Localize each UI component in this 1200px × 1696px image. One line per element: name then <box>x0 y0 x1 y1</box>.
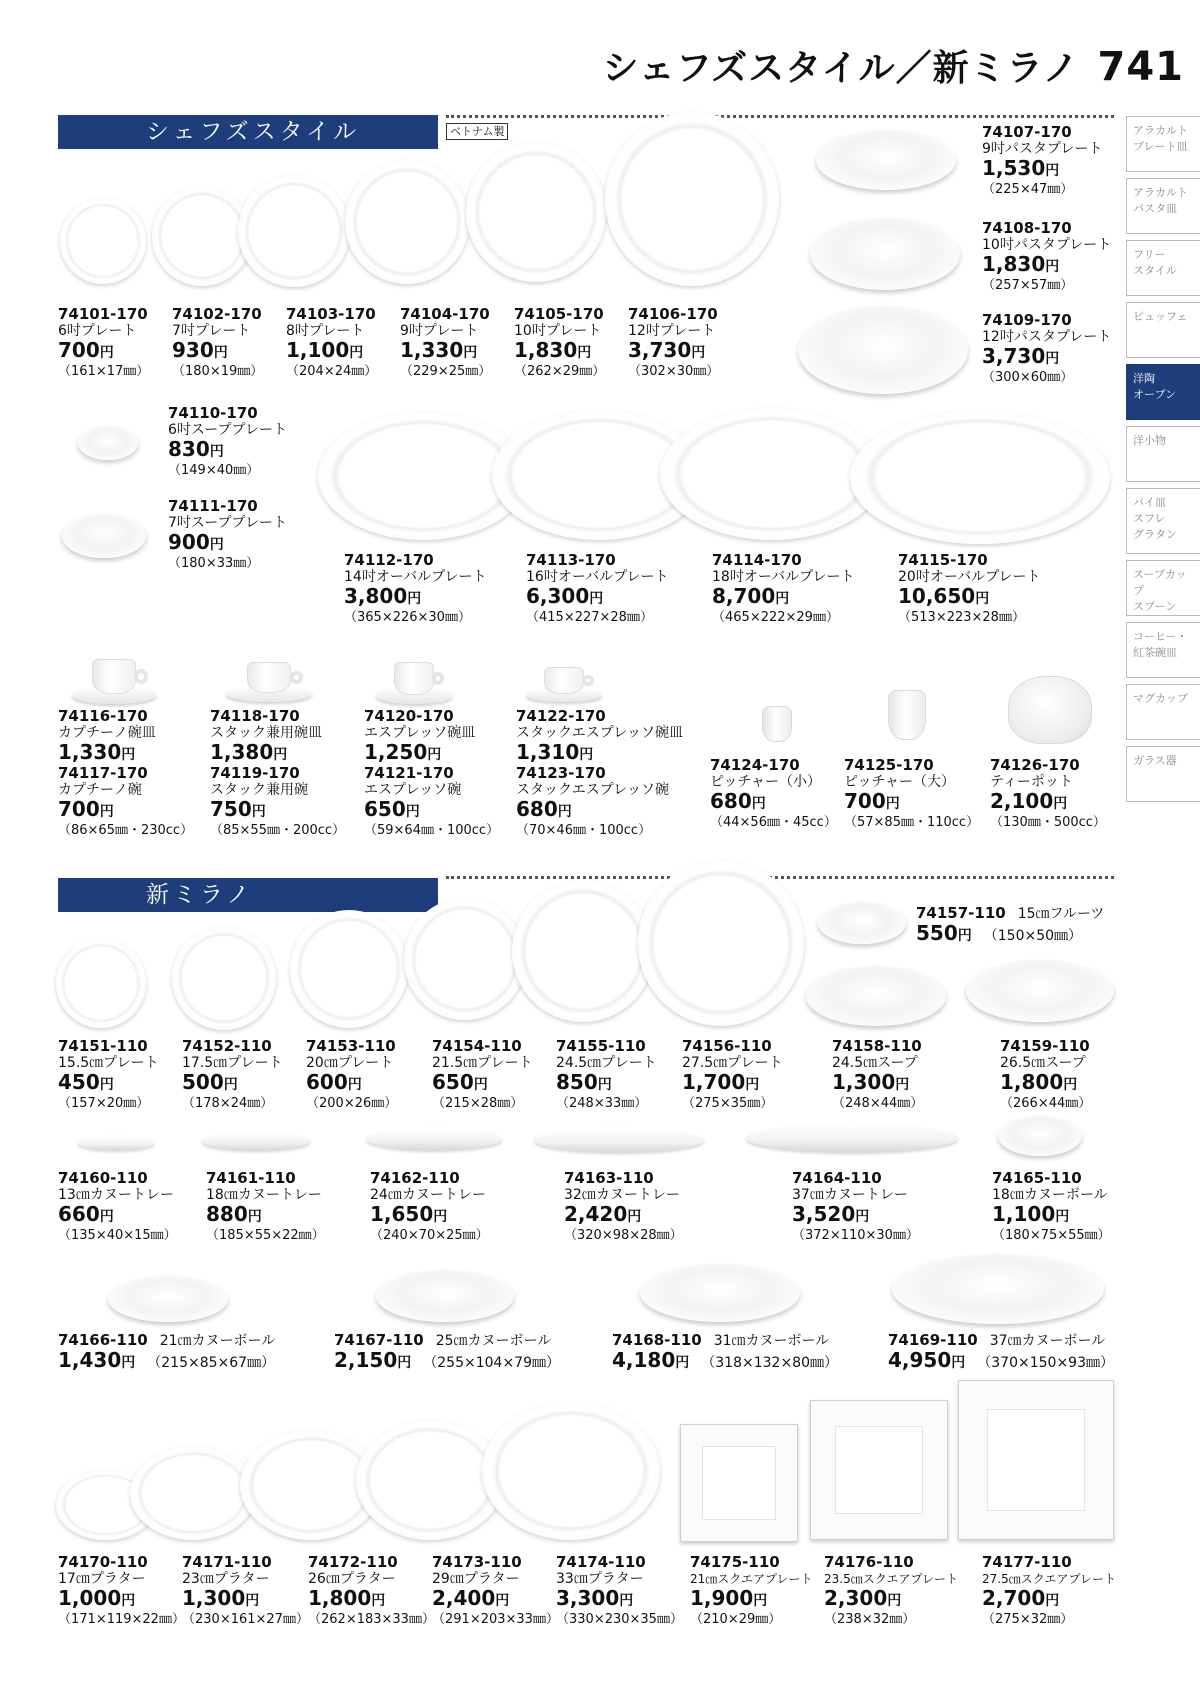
plate-image-74102 <box>152 186 252 286</box>
nav-tab-buffet[interactable]: ビュッフェ <box>1126 302 1200 358</box>
catalog-title: シェフズスタイル／新ミラノ <box>602 48 1080 89</box>
nav-tab-western-small[interactable]: 洋小物 <box>1126 426 1200 482</box>
product-74110: 74110-170 6吋スーププレート 830円 （149×40㎜） <box>168 404 287 478</box>
bowl-image-74166 <box>108 1276 228 1322</box>
bowl-image-74158 <box>806 966 946 1026</box>
bowl-image-74168 <box>640 1264 800 1322</box>
product-74172: 74172-110 26㎝プラター 1,800円 （262×183×33㎜） <box>308 1553 435 1627</box>
product-74168: 74168-110 31㎝カヌーボール 4,180円 （318×132×80㎜） <box>612 1331 838 1372</box>
nav-tab-free-style[interactable]: フリー スタイル <box>1126 240 1200 296</box>
product-74174: 74174-110 33㎝プラター 3,300円 （330×230×35㎜） <box>556 1553 683 1627</box>
plate-image-74156 <box>638 860 804 1026</box>
platter-image-74174 <box>482 1402 660 1540</box>
product-74159: 74159-110 26.5㎝スープ 1,800円 （266×44㎜） <box>1000 1037 1092 1111</box>
plate-image-74154 <box>404 898 526 1020</box>
product-74115: 74115-170 20吋オーバルプレート 10,650円 （513×223×28㎜） <box>898 551 1041 625</box>
platter-image-74171 <box>130 1446 256 1540</box>
pitcher-large-image <box>888 690 926 740</box>
product-74176: 74176-110 23.5㎝スクエアプレート 2,300円 （238×32㎜） <box>824 1553 958 1627</box>
product-74106: 74106-170 12吋プレート 3,730円 （302×30㎜） <box>628 305 720 379</box>
product-74102: 74102-170 7吋プレート 930円 （180×19㎜） <box>172 305 264 379</box>
nav-tab-glass[interactable]: ガラス器 <box>1126 746 1200 802</box>
product-74114: 74114-170 18吋オーバルプレート 8,700円 （465×222×29㎜） <box>712 551 855 625</box>
nav-tab-alacarte-pasta[interactable]: アラカルト パスタ皿 <box>1126 178 1200 234</box>
bowl-image-74110 <box>78 426 138 460</box>
plate-image-74101 <box>60 198 146 284</box>
bowl-image-74107 <box>816 130 956 190</box>
page-title <box>602 40 1184 91</box>
bowl-image-74111 <box>62 514 146 558</box>
plate-image-74105 <box>466 142 606 282</box>
product-74103: 74103-170 8吋プレート 1,100円 （204×24㎜） <box>286 305 378 379</box>
product-74126: 74126-170 ティーポット 2,100円 （130㎜・500cc） <box>990 756 1106 830</box>
product-74120-74121: 74120-170 エスプレッソ碗皿 1,250円 74121-170 エスプレッソ碗 650円 （59×64㎜・100cc） <box>364 707 500 838</box>
product-74169: 74169-110 37㎝カヌーボール 4,950円 （370×150×93㎜） <box>888 1331 1114 1372</box>
product-74161: 74161-110 18㎝カヌートレー 880円 （185×55×22㎜） <box>206 1169 325 1243</box>
product-74155: 74155-110 24.5㎝プレート 850円 （248×33㎜） <box>556 1037 657 1111</box>
plate-image-74155 <box>512 880 654 1022</box>
product-74166: 74166-110 21㎝カヌーボール 1,430円 （215×85×67㎜） <box>58 1331 276 1372</box>
bowl-image-74169 <box>892 1254 1104 1324</box>
product-74109: 74109-170 12吋パスタプレート 3,730円 （300×60㎜） <box>982 311 1112 385</box>
product-74156: 74156-110 27.5㎝プレート 1,700円 （275×35㎜） <box>682 1037 783 1111</box>
product-74157: 74157-110 15㎝フルーツ 550円 （150×50㎜） <box>916 904 1105 945</box>
product-74175: 74175-110 21㎝スクエアプレート 1,900円 （210×29㎜） <box>690 1553 813 1627</box>
section-divider <box>446 876 1114 879</box>
plate-image-74151 <box>56 938 146 1028</box>
section-banner-chefs-style: シェフズスタイル <box>58 115 438 149</box>
bowl-image-74165 <box>998 1116 1082 1156</box>
teapot-image <box>1008 676 1092 744</box>
product-74165: 74165-110 18㎝カヌーボール 1,100円 （180×75×55㎜） <box>992 1169 1111 1243</box>
product-74163: 74163-110 32㎝カヌートレー 2,420円 （320×98×28㎜） <box>564 1169 683 1243</box>
oval-plate-image-74115 <box>850 410 1110 544</box>
square-plate-image-74175 <box>680 1424 798 1542</box>
product-74118-74119: 74118-170 スタック兼用碗皿 1,380円 74119-170 スタック兼用碗 750円 （85×55㎜・200cc） <box>210 707 346 838</box>
bowl-image-74159 <box>966 960 1114 1022</box>
nav-tab-mug[interactable]: マグカップ <box>1126 684 1200 740</box>
product-74107: 74107-170 9吋パスタプレート 1,530円 （225×47㎜） <box>982 123 1103 197</box>
product-74160: 74160-110 13㎝カヌートレー 660円 （135×40×15㎜） <box>58 1169 177 1243</box>
cup-image-74116 <box>72 648 156 704</box>
product-74125: 74125-170 ピッチャー（大） 700円 （57×85㎜・110cc） <box>844 756 980 830</box>
product-74170: 74170-110 17㎝プラター 1,000円 （171×119×22㎜） <box>58 1553 185 1627</box>
product-74162: 74162-110 24㎝カヌートレー 1,650円 （240×70×25㎜） <box>370 1169 489 1243</box>
section-divider <box>446 115 1114 118</box>
product-74122-74123: 74122-170 スタックエスプレッソ碗皿 1,310円 74123-170 スタックエスプレッソ碗 680円 （70×46㎜・100cc） <box>516 707 684 838</box>
product-74153: 74153-110 20㎝プレート 600円 （200×26㎜） <box>306 1037 398 1111</box>
tray-image-74164 <box>746 1124 958 1152</box>
product-74158: 74158-110 24.5㎝スープ 1,300円 （248×44㎜） <box>832 1037 924 1111</box>
product-74154: 74154-110 21.5㎝プレート 650円 （215×28㎜） <box>432 1037 533 1111</box>
product-74171: 74171-110 23㎝プラター 1,300円 （230×161×27㎜） <box>182 1553 309 1627</box>
product-74112: 74112-170 14吋オーバルプレート 3,800円 （365×226×30㎜） <box>344 551 487 625</box>
product-74104: 74104-170 9吋プレート 1,330円 （229×25㎜） <box>400 305 492 379</box>
product-74101: 74101-170 6吋プレート 700円 （161×17㎜） <box>58 305 150 379</box>
nav-tab-western-oven[interactable]: 洋陶 オーブン <box>1126 364 1200 420</box>
product-74177: 74177-110 27.5㎝スクエアプレート 2,700円 （275×32㎜） <box>982 1553 1116 1627</box>
nav-tab-alacarte-plate[interactable]: アラカルト プレート皿 <box>1126 116 1200 172</box>
pitcher-small-image <box>762 706 792 742</box>
tray-image-74163 <box>534 1128 704 1152</box>
cup-image-74122 <box>526 658 602 702</box>
plate-image-74106 <box>605 112 779 286</box>
made-in-badge: ベトナム製 <box>446 123 508 140</box>
product-74113: 74113-170 16吋オーバルプレート 6,300円 （415×227×28㎜） <box>526 551 669 625</box>
plate-image-74153 <box>290 910 408 1028</box>
tray-image-74160 <box>78 1136 154 1150</box>
nav-tab-coffee-tea[interactable]: コーヒー・ 紅茶碗皿 <box>1126 622 1200 678</box>
plate-image-74103 <box>238 175 350 287</box>
bowl-image-74167 <box>376 1270 514 1322</box>
product-74105: 74105-170 10吋プレート 1,830円 （262×29㎜） <box>514 305 606 379</box>
section-banner-new-milano: 新ミラノ <box>58 878 438 912</box>
plate-image-74152 <box>172 926 276 1030</box>
product-74151: 74151-110 15.5㎝プレート 450円 （157×20㎜） <box>58 1037 159 1111</box>
product-74152: 74152-110 17.5㎝プレート 500円 （178×24㎜） <box>182 1037 283 1111</box>
product-74116-74117: 74116-170 カプチーノ碗皿 1,330円 74117-170 カプチーノ碗 700円 （86×65㎜・230cc） <box>58 707 194 838</box>
nav-tab-pie-souffle-gratin[interactable]: パイ皿 スフレ グラタン <box>1126 488 1200 554</box>
bowl-image-74157 <box>818 902 906 944</box>
bowl-image-74109 <box>798 306 968 394</box>
square-plate-image-74176 <box>810 1400 948 1540</box>
product-74164: 74164-110 37㎝カヌートレー 3,520円 （372×110×30㎜） <box>792 1169 919 1243</box>
tray-image-74162 <box>366 1128 502 1150</box>
page-number: 741 <box>1097 44 1184 90</box>
cup-image-74118 <box>226 652 312 702</box>
product-74108: 74108-170 10吋パスタプレート 1,830円 （257×57㎜） <box>982 219 1112 293</box>
product-74167: 74167-110 25㎝カヌーボール 2,150円 （255×104×79㎜） <box>334 1331 560 1372</box>
nav-tab-soup-cup-spoon[interactable]: スープカップ スプーン <box>1126 560 1200 616</box>
product-74124: 74124-170 ピッチャー（小） 680円 （44×56㎜・45cc） <box>710 756 837 830</box>
product-74173: 74173-110 29㎝プラター 2,400円 （291×203×33㎜） <box>432 1553 559 1627</box>
plate-image-74104 <box>345 160 469 284</box>
square-plate-image-74177 <box>958 1380 1114 1540</box>
cup-image-74120 <box>376 652 452 704</box>
tray-image-74161 <box>202 1132 310 1150</box>
bowl-image-74108 <box>810 218 960 290</box>
product-74111: 74111-170 7吋スーププレート 900円 （180×33㎜） <box>168 497 287 571</box>
